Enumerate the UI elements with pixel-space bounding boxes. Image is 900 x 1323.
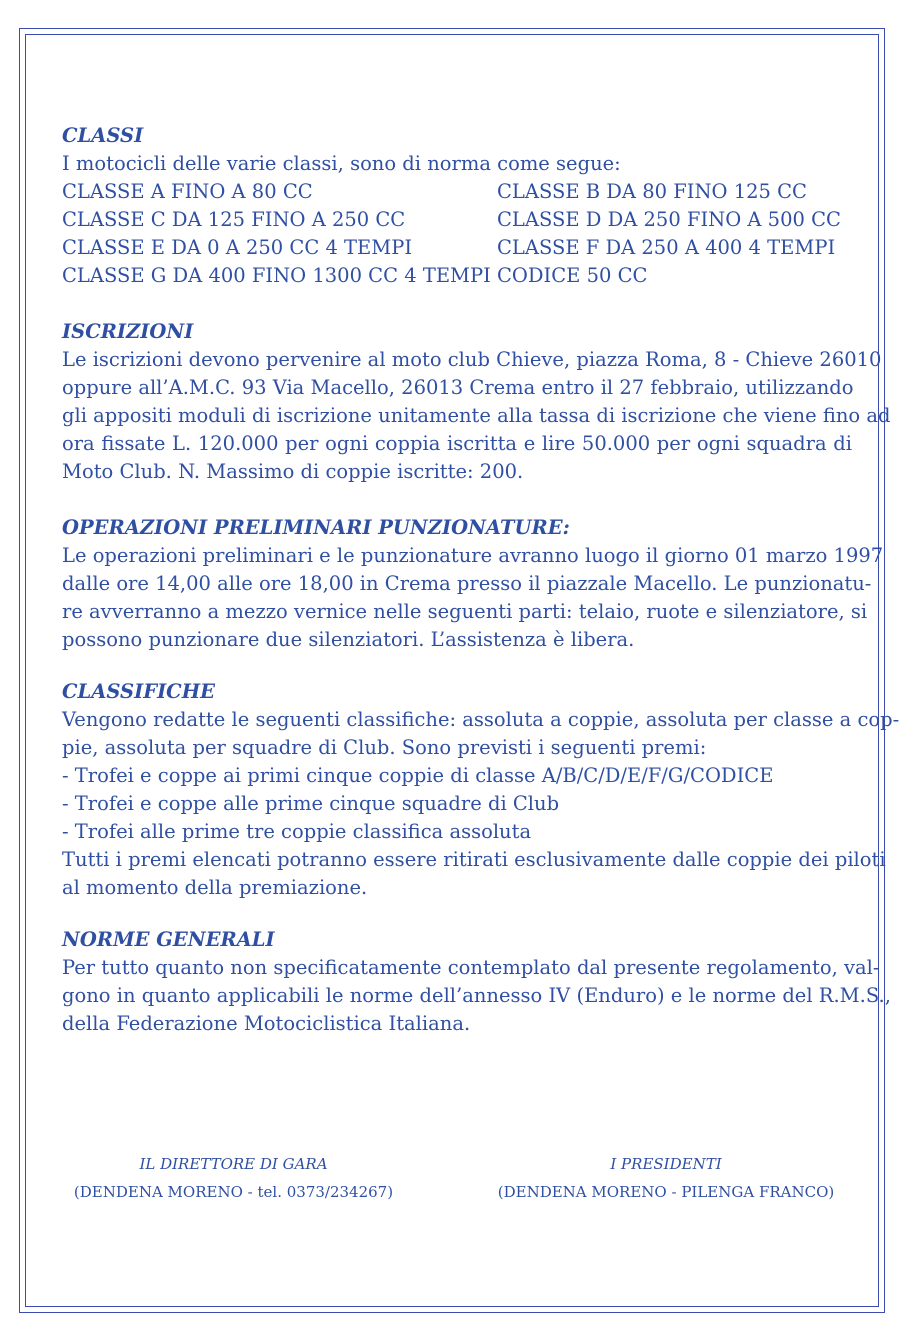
text-line: pie, assoluta per squadre di Club. Sono previsti i seguenti premi: — [62, 736, 707, 759]
signature-name: (DENDENA MORENO - PILENGA FRANCO) — [497, 1183, 835, 1201]
class-entry: CLASSE E DA 0 A 250 CC 4 TEMPI — [62, 236, 413, 259]
section-heading: CLASSIFICHE — [62, 680, 215, 703]
section-norme-generali — [62, 926, 891, 1038]
text-line: gono in quanto applicabili le norme dell’annesso IV (Enduro) e le norme del R.M.S., — [62, 984, 891, 1007]
section-classifiche — [62, 678, 900, 902]
signature-title: IL DIRETTORE DI GARA — [139, 1155, 328, 1173]
text-line: gli appositi moduli di iscrizione unitamente alla tassa di iscrizione che viene fino ad — [62, 404, 891, 427]
prize-list-item: - Trofei e coppe ai primi cinque coppie di classe A/B/C/D/E/F/G/CODICE — [62, 764, 774, 787]
text-line: Le operazioni preliminari e le punzionature avranno luogo il giorno 01 marzo 1997 — [62, 544, 884, 567]
class-entry: CLASSE F DA 250 A 400 4 TEMPI — [497, 236, 836, 259]
section-paragraph — [62, 954, 891, 1038]
class-entry: CLASSE A FINO A 80 CC — [62, 180, 313, 203]
text-line: re avverranno a mezzo vernice nelle seguenti parti: telaio, ruote e silenziatore, si — [62, 600, 868, 623]
text-line: della Federazione Motociclistica Italiana. — [62, 1012, 471, 1035]
text-line: Tutti i premi elencati potranno essere ritirati esclusivamente dalle coppie dei piloti — [62, 848, 886, 871]
section-paragraph — [62, 706, 900, 902]
prize-list-item: - Trofei e coppe alle prime cinque squadre di Club — [62, 792, 560, 815]
section-intro: I motocicli delle varie classi, sono di norma come segue: — [62, 152, 621, 175]
section-paragraph — [62, 542, 884, 654]
section-heading: CLASSI — [62, 124, 144, 147]
signature-name: (DENDENA MORENO - tel. 0373/234267) — [73, 1183, 394, 1201]
section-heading: OPERAZIONI PRELIMINARI PUNZIONATURE: — [62, 516, 570, 539]
class-entry: CODICE 50 CC — [497, 264, 648, 287]
text-line: Vengono redatte le seguenti classifiche: assoluta a coppie, assoluta per classe a cop- — [62, 708, 900, 731]
prize-list-item: - Trofei alle prime tre coppie classifica assoluta — [62, 820, 532, 843]
section-heading: ISCRIZIONI — [62, 320, 194, 343]
race-director-signature — [66, 1150, 401, 1206]
class-entry: CLASSE D DA 250 FINO A 500 CC — [497, 208, 841, 231]
class-entry: CLASSE G DA 400 FINO 1300 CC 4 TEMPI — [62, 264, 491, 287]
class-list — [62, 178, 852, 290]
presidents-signature — [490, 1150, 842, 1206]
section-paragraph — [62, 346, 891, 486]
class-entry: CLASSE B DA 80 FINO 125 CC — [497, 180, 807, 203]
text-line: ora fissate L. 120.000 per ogni coppia iscritta e lire 50.000 per ogni squadra di — [62, 432, 852, 455]
class-entry: CLASSE C DA 125 FINO A 250 CC — [62, 208, 406, 231]
section-operazioni — [62, 514, 884, 654]
text-line: possono punzionare due silenziatori. L’assistenza è libera. — [62, 628, 635, 651]
text-line: dalle ore 14,00 alle ore 18,00 in Crema presso il piazzale Macello. Le punzionatu- — [62, 572, 872, 595]
signature-title: I PRESIDENTI — [610, 1155, 722, 1173]
section-classi — [62, 122, 852, 290]
text-line: Per tutto quanto non specificatamente contemplato dal presente regolamento, val- — [62, 956, 880, 979]
text-line: al momento della premiazione. — [62, 876, 368, 899]
text-line: Le iscrizioni devono pervenire al moto club Chieve, piazza Roma, 8 - Chieve 26010 — [62, 348, 882, 371]
section-iscrizioni — [62, 318, 891, 486]
text-line: Moto Club. N. Massimo di coppie iscritte: 200. — [62, 460, 524, 483]
text-line: oppure all’A.M.C. 93 Via Macello, 26013 Crema entro il 27 febbraio, utilizzando — [62, 376, 854, 399]
section-heading: NORME GENERALI — [62, 928, 275, 951]
